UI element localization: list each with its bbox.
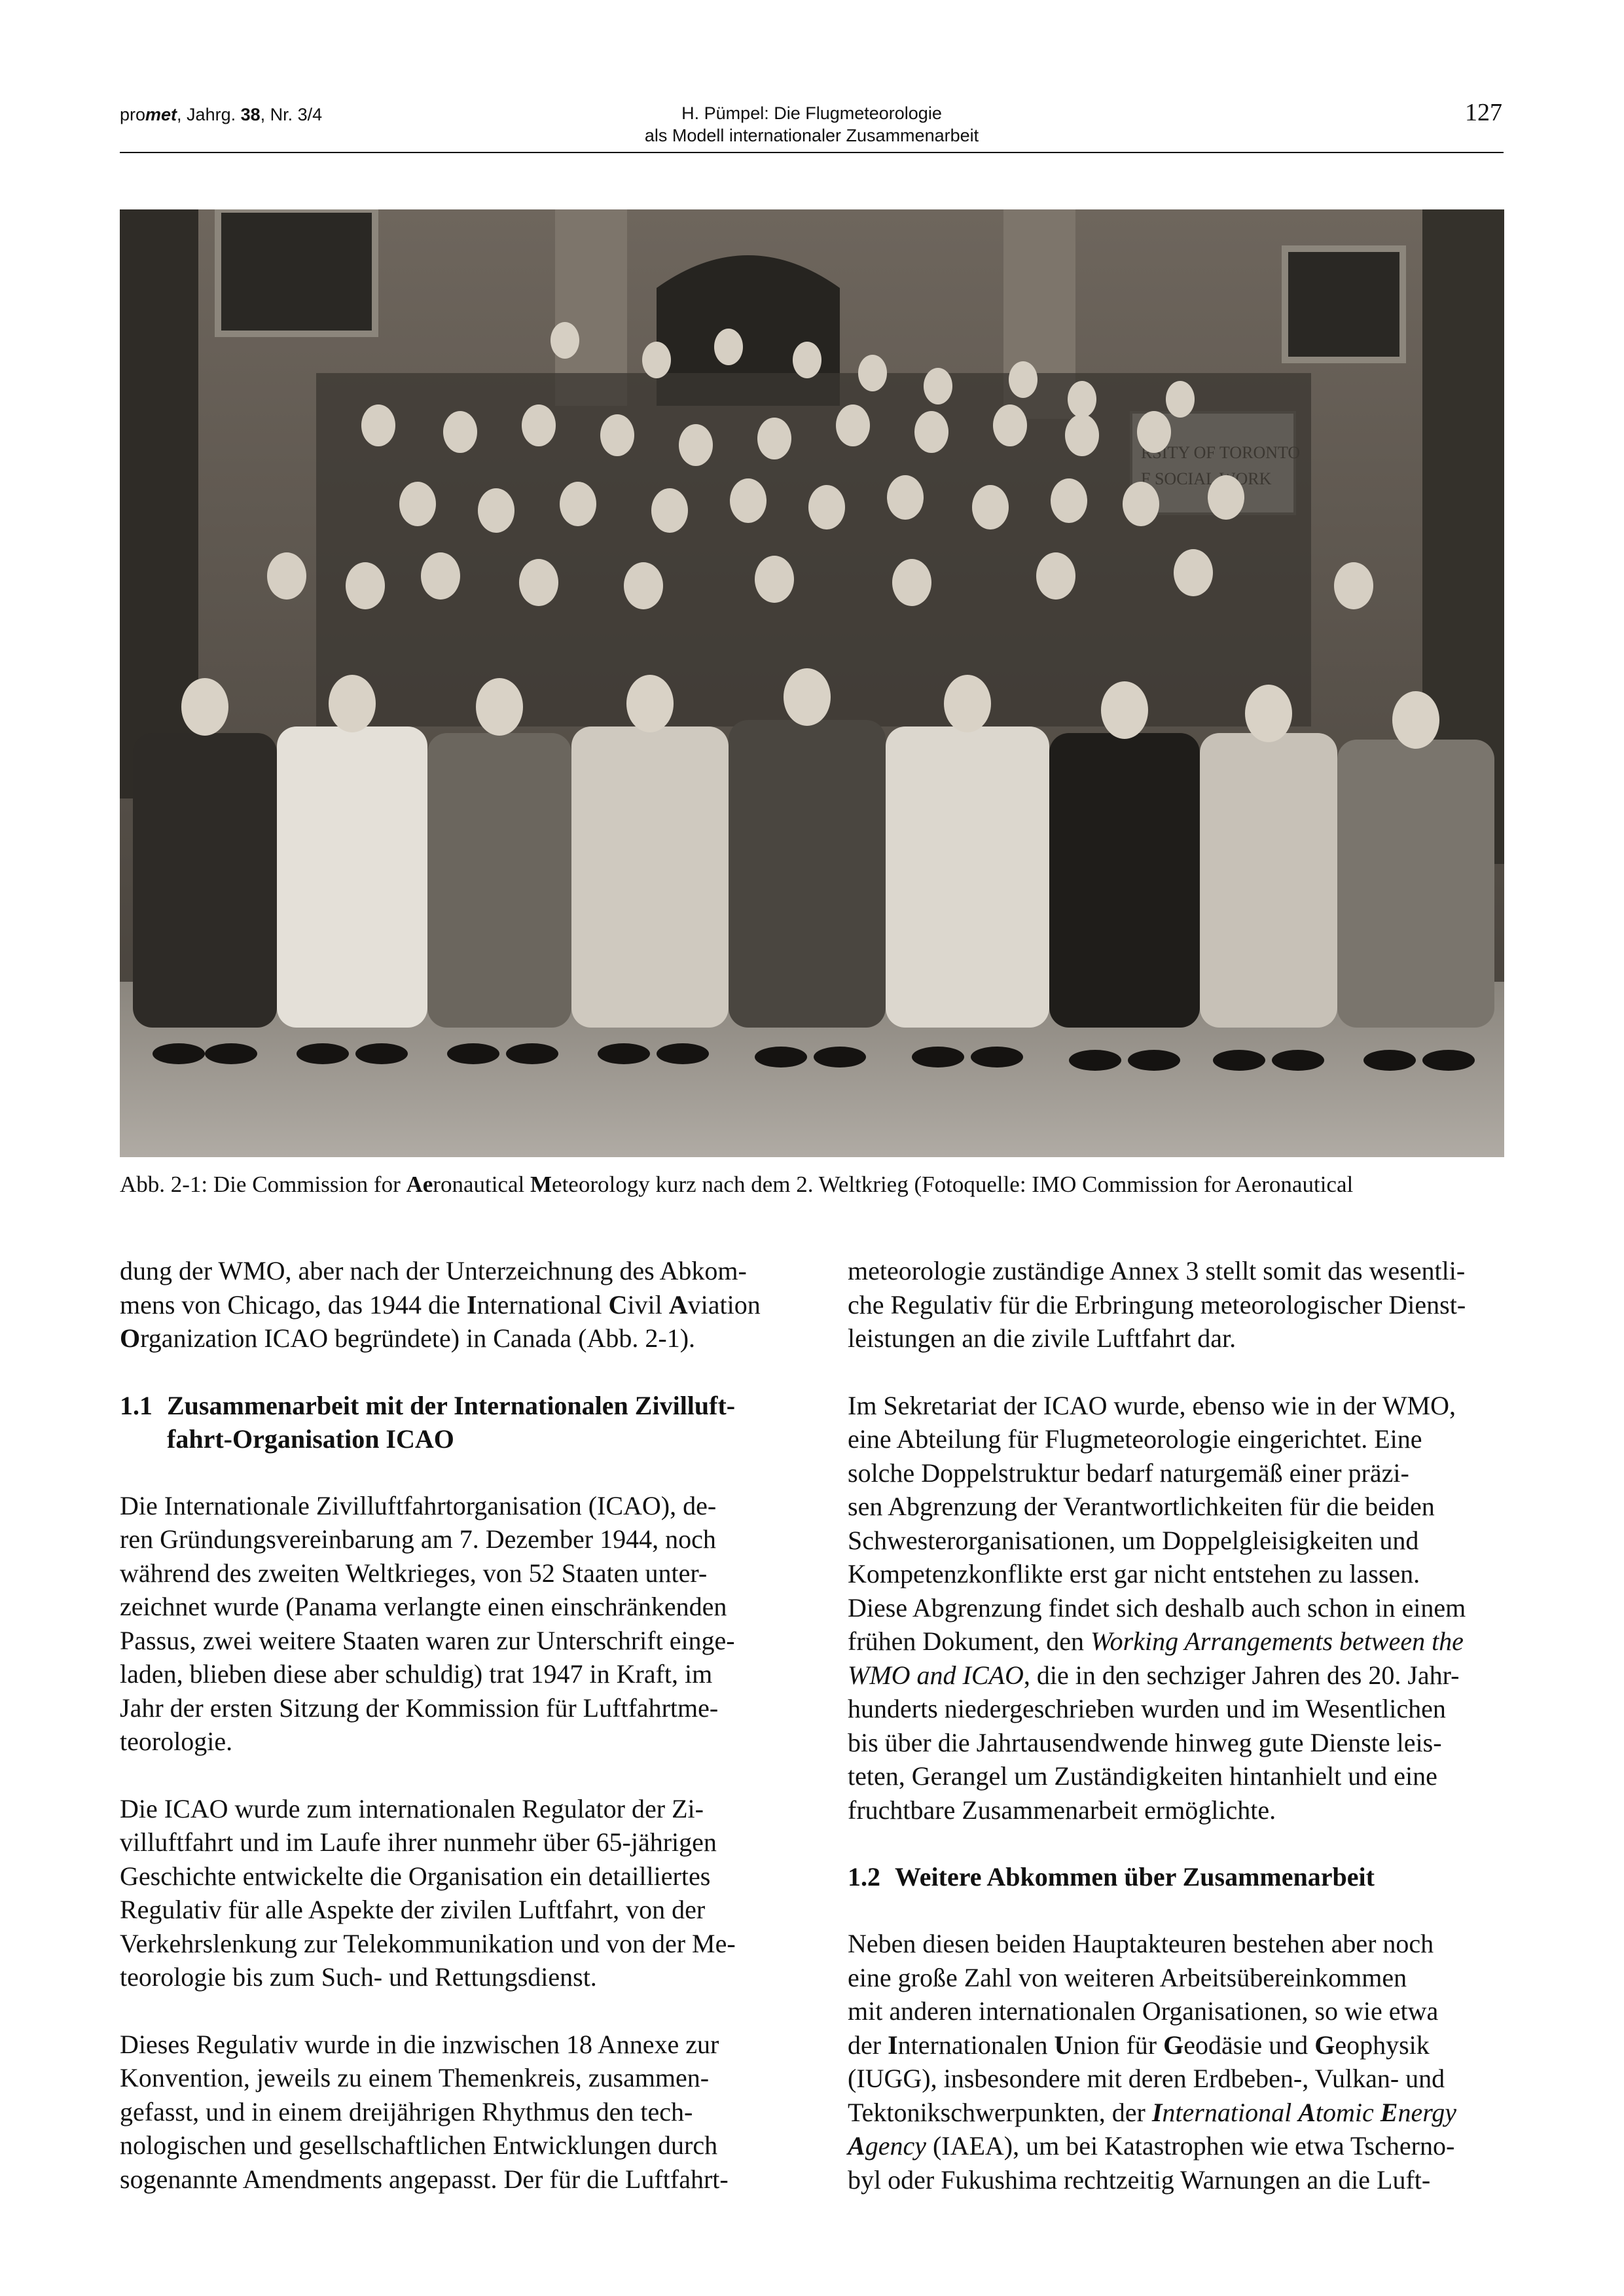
paragraph-3: Die ICAO wurde zum internationalen Regulator der Zi- villuftfahrt und im Laufe ihrer nunmehr über 65-jährigen Geschichte entwickelte die Organisation ein detailliertes Regulativ für alle Aspekte der zivilen Luftfahrt, von der Verkehrslenkung zur Telekommunikation und von der Me- teorologie bis zum Such- und Rettungsdienst.	[120, 1793, 736, 1992]
section-heading-1-1: 1.1 Zusammenarbeit mit der Internationalen Zivilluft- fahrt-Organisation ICAO	[120, 1390, 736, 1454]
page-header	[0, 0, 1624, 157]
left-column	[120, 1254, 776, 2196]
paragraph-5: meteorologie zuständige Annex 3 stellt somit das wesentli- che Regulativ für die Erbringung meteorologischer Dienst- leistungen an die zivile Luftfahrt dar.	[848, 1256, 1466, 1353]
paragraph-6: Im Sekretariat der ICAO wurde, ebenso wie in der WMO, eine Abteilung für Flugmeteorologie eingerichtet. Eine solche Doppelstruktur bedarf naturgemäß einer präzi- sen Abgrenzung der Verantwortlichkeiten für die beiden Schwesterorganisationen, um Doppelgleisigkeiten und Kompetenzkonflikte erst gar nicht entstehen zu lassen. Diese Abgrenzung findet sich deshalb auch schon in einem frühen Dokument, den Working Arrangements between the WMO and ICAO, die in den sechziger Jahren des 20. Jahr- hunderts niedergeschrieben wurden und im Wesentlichen bis über die Jahrtausendwende hinweg gute Dienste leis- teten, Gerangel um Zuständigkeiten hintanhielt und eine fruchtbare Zusammenarbeit ermöglichte.	[848, 1390, 1466, 1825]
figure-caption: Abb. 2-1: Die Commission for Aeronautical Meteorology kurz nach dem 2. Weltkrieg (Fotoquelle: IMO Commission for Aeronautical	[120, 1172, 1354, 1197]
right-column	[848, 1254, 1504, 2197]
standing-rows	[267, 322, 1373, 726]
paragraph-2: Die Internationale Zivilluftfahrtorganisation (ICAO), de- ren Gründungsvereinbarung am 7. Dezember 1944, noch während des zweiten Weltkrieges, von 52 Staaten unter- zeichnet wurde (Panama verlangte einen einschränkenden Passus, zwei weitere Staaten waren zur Unterschrift einge- laden, blieben diese aber schuldig) trat 1947 in Kraft, im Jahr der ersten Sitzung der Kommission für Luftfahrtme- teorologie.	[120, 1490, 735, 1756]
group-photograph	[120, 209, 1504, 1157]
photo-illustration	[120, 209, 1504, 1157]
running-title: H. Pümpel: Die Flugmeteorologie als Modell internationaler Zusammenarbeit	[644, 103, 979, 145]
paragraph-7: Neben diesen beiden Hauptakteuren bestehen aber noch eine große Zahl von weiteren Arbeitsübereinkommen mit anderen internationalen Organisationen, so wie etwa der Internationalen Union für Geodäsie und Geophysik (IUGG), insbesondere mit deren Erdbeben-, Vulkan- und Tektonikschwerpunkten, der International Atomic Energy Agency (IAEA), um bei Katastrophen wie etwa Tscherno- byl oder Fukushima rechtzeitig Warnungen an die Luft-	[848, 1929, 1457, 2195]
paragraph-4: Dieses Regulativ wurde in die inzwischen 18 Annexe zur Konvention, jeweils zu einem Themenkreis, zusammen- gefasst, und in einem dreijährigen Rhythmus den tech- nologischen und gesellschaftlichen Entwicklungen durch sogenannte Amendments angepasst. Der für die Luftfahrt-	[120, 2029, 729, 2194]
paragraph-1: dung der WMO, aber nach der Unterzeichnung des Abkom- mens von Chicago, das 1944 die International Civil Aviation Organization ICAO begründete) in Canada (Abb. 2-1).	[120, 1256, 761, 1353]
section-heading-1-2: 1.2 Weitere Abkommen über Zusammenarbeit	[848, 1862, 1375, 1892]
journal-citation: promet, Jahrg. 38, Nr. 3/4	[120, 105, 323, 124]
header-rule	[120, 152, 1504, 153]
page-number: 127	[1465, 99, 1502, 126]
